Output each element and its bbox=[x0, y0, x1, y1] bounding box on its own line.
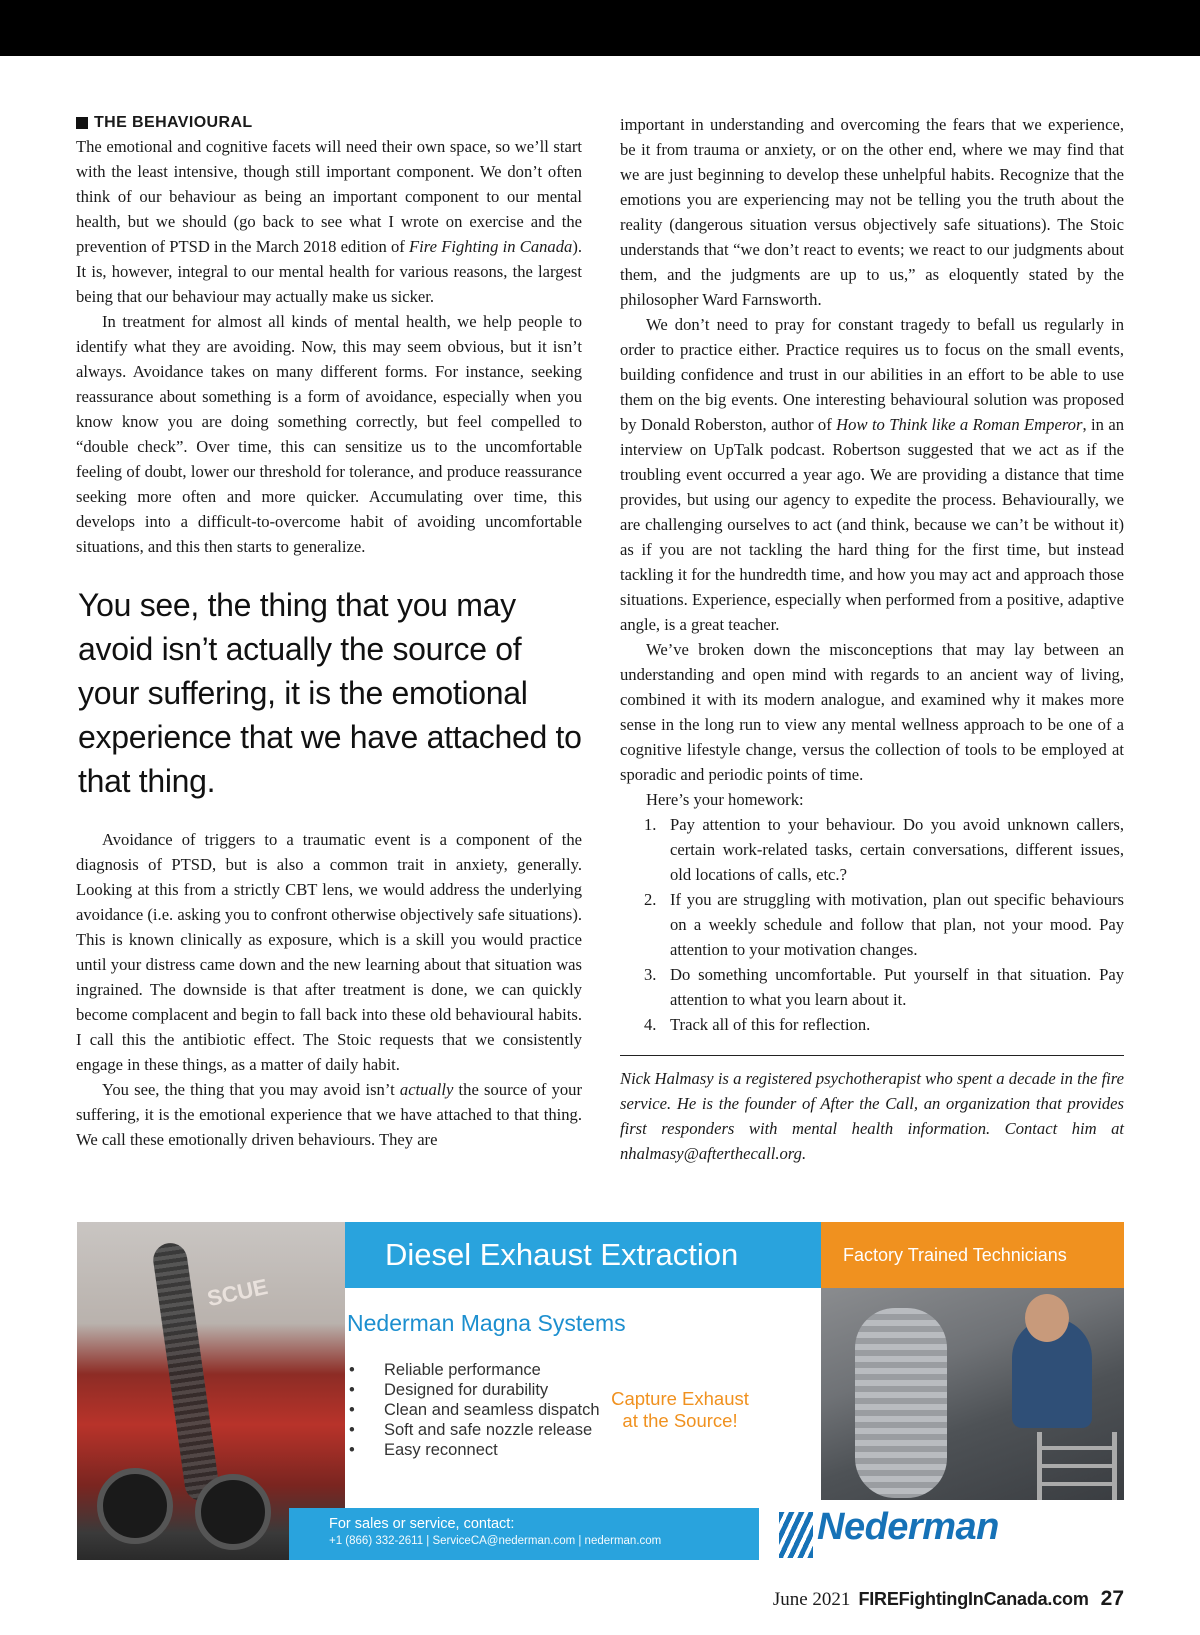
page-number: 27 bbox=[1100, 1587, 1124, 1610]
article-left-column bbox=[76, 112, 582, 1152]
contact-label: For sales or service, contact: bbox=[329, 1516, 515, 1532]
paragraph-6: We don’t need to pray for constant tragedy to befall us regularly in order to practice either. Practice requires us to focus on the small events, building confidence and trust in our abilities in an effort to be able to use them on the big events. One interesting behavioural solution was proposed by Donald Roberston, author of How to Think like a Roman Emperor, in an interview on UpTalk podcast. Robertson suggested that we act as if the troubling event occurred a year ago. We are providing a distance that time provides, but using our agency to expedite the process. Behaviourally, we are challenging ourselves to act (and think, because we can’t be without it) as if you are not tackling the hard thing for the first time, but instead tackling it for the hundredth time, and how you may act and approach those situations. Experience, especially when performed from a positive, adaptive angle, is a great teacher. bbox=[620, 315, 1125, 634]
pull-quote: You see, the thing that you may avoid isn’t actually the source of your suffering, it is the emotional experience that we have attached to that thing. bbox=[78, 587, 582, 799]
section-heading bbox=[76, 112, 582, 134]
truck-wheel-icon bbox=[97, 1468, 173, 1544]
list-item: • Clean and seamless dispatch bbox=[349, 1400, 600, 1420]
author-bio: Nick Halmasy is a registered psychotherapist who spent a decade in the fire service. He is the founder of After the Call, an organization that provides first responders with mental health information. Contact him at nhalmasy@afterthecall.org. bbox=[620, 1069, 1124, 1163]
paragraph-5: important in understanding and overcoming the fears that we experience, be it from trauma or anxiety, or on the other end, where we may find that we are just beginning to develop these unhelpful habits. Recognize that the emotions you are experiencing may not be telling you the truth about the reality (dangerous situation versus objectively safe situations). The Stoic understands that “we don’t react to events; we react to our judgments about them, and the judgments are up to us,” as eloquently stated by the philosopher Ward Farnsworth. bbox=[620, 115, 1124, 309]
ladder-graphic bbox=[1037, 1432, 1117, 1500]
list-item: 4. Track all of this for reflection. bbox=[644, 1015, 871, 1034]
technician-head bbox=[1025, 1294, 1069, 1342]
list-item: • Easy reconnect bbox=[349, 1440, 600, 1460]
list-item: 2. If you are struggling with motivation, plan out specific behaviours on a weekly schedule and follow that plan, not your mood. Pay attention to your motivation changes. bbox=[644, 890, 1124, 959]
paragraph-3: Avoidance of triggers to a traumatic event is a component of the diagnosis of PTSD, but is also a common trait in anxiety, generally. Looking at this from a strictly CBT lens, we would address the underlying avoidance (i.e. asking you to confront otherwise objectively safe situations). This is known clinically as exposure, which is a skill you would practice until your distress came down and the new learning about that situation was ingrained. The downside is that after treatment is done, we can quickly become complacent and begin to fall back into these old behavioural habits. I call this the antibiotic effect. The Stoic requests that we consistently engage in these things, as a matter of daily habit. bbox=[76, 830, 582, 1074]
list-item: 1. Pay attention to your behaviour. Do you avoid unknown callers, certain work-related tasks, certain conversations, different issues, old locations of calls, etc.? bbox=[644, 815, 1124, 884]
homework-intro: Here’s your homework: bbox=[646, 790, 804, 809]
nederman-advertisement[interactable] bbox=[77, 1222, 1124, 1560]
issue-date: June 2021 bbox=[772, 1589, 851, 1610]
bio-divider bbox=[620, 1055, 1124, 1056]
top-black-bar bbox=[0, 0, 1200, 56]
contact-details[interactable]: +1 (866) 332-2611 | ServiceCA@nederman.com | nederman.com bbox=[329, 1535, 662, 1547]
feature-list bbox=[349, 1360, 600, 1460]
page-folio bbox=[773, 1587, 1124, 1611]
nederman-logo: Nederman bbox=[817, 1506, 999, 1548]
list-item: • Soft and safe nozzle release bbox=[349, 1420, 600, 1440]
square-bullet-icon bbox=[76, 117, 88, 129]
logo-area bbox=[773, 1500, 1124, 1560]
section-heading-text: THE BEHAVIOURAL bbox=[94, 114, 253, 131]
contact-bar bbox=[289, 1508, 759, 1560]
duct-graphic bbox=[855, 1308, 947, 1498]
ad-headline: Diesel Exhaust Extraction bbox=[345, 1222, 821, 1288]
paragraph-1: The emotional and cognitive facets will need their own space, so we’ll start with the least intensive, though still important component. We don’t often think of our behaviour as being an important component to our mental health, but we should (go back to see what I wrote on exercise and the prevention of PTSD in the March 2018 edition of Fire Fighting in Canada). It is, however, integral to our mental health for various reasons, the largest being that our behaviour may actually make us sicker. bbox=[76, 137, 583, 306]
paragraph-2: In treatment for almost all kinds of mental health, we help people to identify what they are avoiding. Now, this may seem obvious, but it isn’t always. Avoidance takes on many different forms. For instance, seeking reassurance about something is a form of avoidance, especially when you know know you are doing something correctly, but feel compelled to “double check”. Over time, this can sensitize us to the uncomfortable feeling of doubt, lower our threshold for tolerance, and produce reassurance seeking more often and more quicker. Accumulating over time, this develops into a difficult-to-overcome habit of avoiding uncomfortable situations, and this then starts to generalize. bbox=[76, 312, 582, 556]
homework-list bbox=[620, 812, 1124, 1037]
article-right-column bbox=[620, 112, 1124, 1166]
logo-stripes-icon bbox=[779, 1512, 813, 1558]
paragraph-7: We’ve broken down the misconceptions that may lay between an understanding and open mind with regards to an ancient way of living, combined it with its modern analogue, and examined why it makes more sense in the long run to view any mental wellness approach to be one of a cognitive lifestyle change, versus the collection of tools to be employed at sporadic and periodic points of time. bbox=[620, 640, 1124, 784]
capture-slogan: Capture Exhaust at the Source! bbox=[611, 1388, 749, 1431]
list-item: • Reliable performance bbox=[349, 1360, 600, 1380]
list-item: • Designed for durability bbox=[349, 1380, 600, 1400]
website[interactable]: FIREFightingInCanada.com bbox=[858, 1589, 1089, 1609]
ad-tagline: Factory Trained Technicians bbox=[821, 1222, 1124, 1288]
truck-wheel-icon bbox=[195, 1474, 271, 1550]
product-name: Nederman Magna Systems bbox=[347, 1310, 626, 1336]
paragraph-4: You see, the thing that you may avoid isn’t actually the source of your suffering, it is the emotional experience that we have attached to that thing. We call these emotionally driven behaviours. They are bbox=[76, 1080, 582, 1149]
truck-lettering: SCUE bbox=[204, 1273, 270, 1312]
list-item: 3. Do something uncomfortable. Put yourself in that situation. Pay attention to what you learn about it. bbox=[644, 965, 1124, 1009]
